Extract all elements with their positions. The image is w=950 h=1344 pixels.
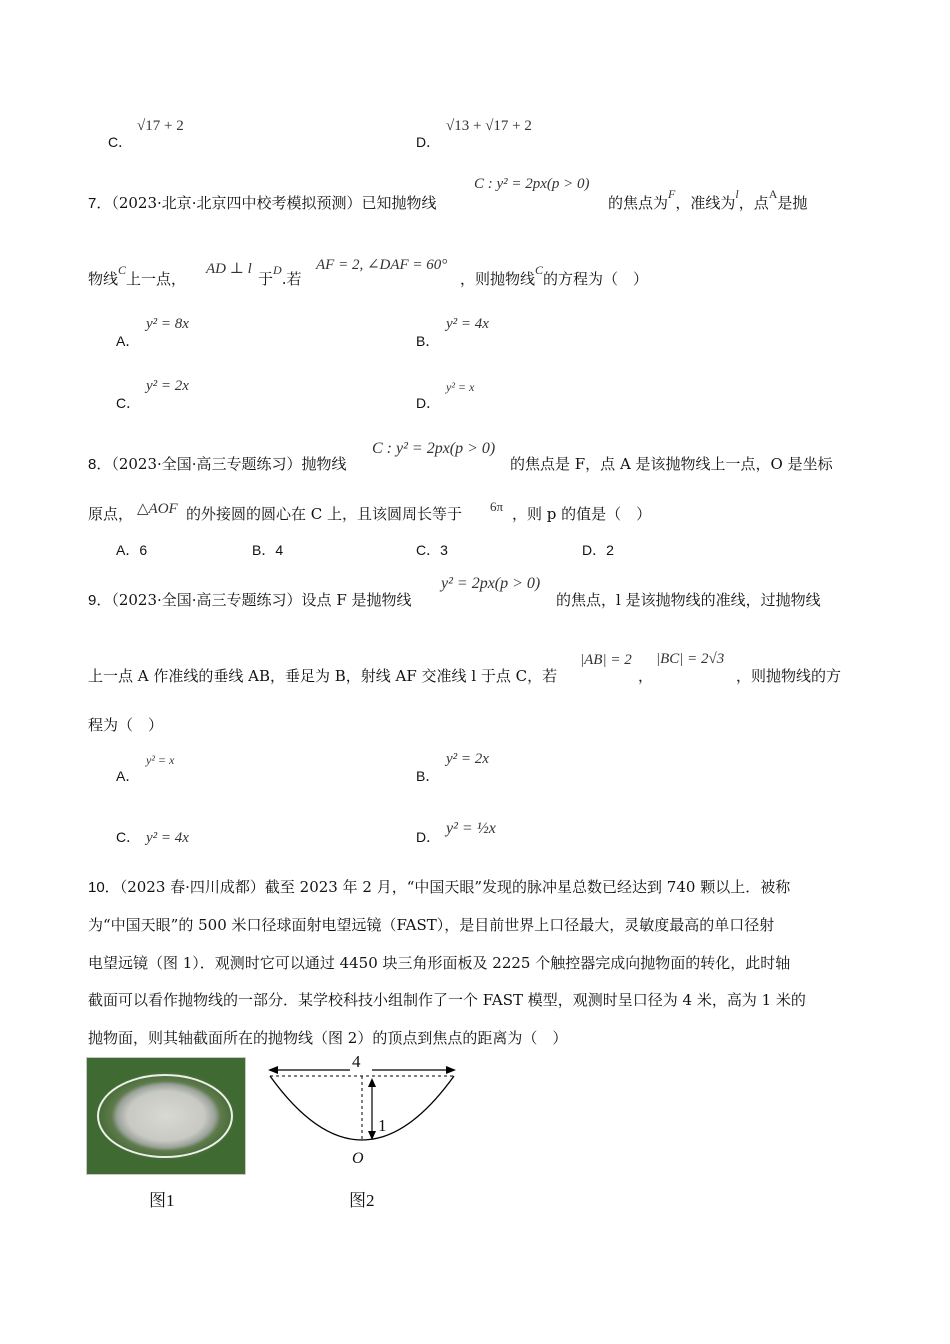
q9-bc: |BC| = 2√3 [656, 651, 725, 667]
q7-line2 [88, 263, 187, 289]
q6-option-d-label: D． [416, 134, 441, 150]
q8-source: （2023·全国·高三专题练习）抛物线 [111, 455, 347, 473]
q7-text-tail: 是抛 [777, 194, 808, 212]
q9-option-b-label: B． [416, 768, 440, 784]
q8-triangle: △AOF [137, 501, 178, 517]
q10-line5: 抛物面，则其轴截面所在的抛物线（图 2）的顶点到焦点的距离为（ ） [88, 1029, 568, 1047]
q7-l2c: 于 [258, 270, 274, 288]
q7-l: l [735, 187, 739, 201]
q8-number: 8． [88, 456, 112, 473]
q7-l2f: 的方程为（ ） [543, 270, 649, 288]
q7-C2: C [535, 263, 544, 277]
q7-text-directrix: ，准线为 [675, 194, 736, 212]
q10-line4: 截面可以看作抛物线的一部分．某学校科技小组制作了一个 FAST 模型，观测时呈口径为 4 米，高为 1 米的 [88, 991, 806, 1009]
q7-option-a-expr: y² = 8x [146, 316, 189, 332]
q8-six-pi: 6π [490, 499, 504, 514]
q7-line1 [88, 192, 437, 213]
q8-option-a: A．6 [116, 542, 148, 558]
q9-source: （2023·全国·高三专题练习）设点 F 是抛物线 [111, 591, 412, 609]
q8-line2 [88, 503, 133, 524]
width-arrow-left [268, 1066, 278, 1074]
q8-option-b: B．4 [252, 542, 284, 558]
q8-l2a: 原点， [88, 505, 134, 523]
q10-line3: 电望远镜（图 1）．观测时它可以通过 4450 块三角形面板及 2225 个触控器完成向抛物面的转化，此时轴 [88, 954, 791, 972]
q7-option-b-expr: y² = 4x [446, 316, 489, 332]
q7-C: C [118, 263, 127, 277]
q8-option-c: C．3 [416, 542, 448, 558]
q6-option-c-label: C． [108, 134, 133, 150]
fig2-caption: 图2 [349, 1191, 375, 1210]
q10-line2: 为“中国天眼”的 500 米口径球面射电望远镜（FAST），是目前世界上口径最大，灵敏度最高的单口径射 [88, 916, 775, 934]
q7-text-focus: 的焦点为 [608, 194, 669, 212]
q7-formula: C : y² = 2px(p > 0) [474, 176, 590, 192]
q9-option-b-expr: y² = 2x [446, 751, 489, 767]
q9-option-c-label: C． [116, 829, 141, 845]
q7-l2d: .若 [281, 270, 302, 288]
q7-A: A [768, 187, 778, 201]
q7-option-c-label: C． [116, 395, 141, 411]
q9-formula: y² = 2px(p > 0) [441, 575, 541, 592]
q9-option-a-label: A． [116, 768, 140, 784]
q8-option-d: D．2 [582, 542, 614, 558]
q7-option-d-label: D． [416, 395, 441, 411]
q7-number: 7． [88, 195, 112, 212]
q6-option-c-expr: √17 + 2 [137, 118, 184, 134]
q7-line1-tail [608, 187, 808, 213]
q8-formula: C : y² = 2px(p > 0) [372, 440, 496, 457]
vertex-label: O [352, 1150, 364, 1167]
q8-line2-tail: ，则 p 的值是（ ） [512, 505, 652, 523]
fig1-caption: 图1 [149, 1191, 175, 1210]
q7-line2-tail [460, 263, 649, 289]
q8-line1-tail: 的焦点是 F，点 A 是该抛物线上一点，O 是坐标 [510, 455, 833, 473]
q7-option-d-expr: y² = x [446, 380, 475, 394]
q10-line1-text: （2023 春·四川成都）截至 2023 年 2 月，“中国天眼”发现的脉冲星总数已经达到 740 颗以上．被称 [119, 878, 791, 896]
q9-option-d-expr: y² = ½x [446, 820, 496, 837]
height-arrow-top [368, 1078, 376, 1087]
q10-number: 10． [88, 879, 120, 896]
q9-line2-tail: ，则抛物线的方 [736, 667, 842, 685]
q9-line2: 上一点 A 作准线的垂线 AB，垂足为 B，射线 AF 交准线 l 于点 C，若 [88, 667, 558, 685]
q7-l2a: 物线 [88, 270, 119, 288]
q10-line1 [88, 876, 790, 897]
q7-F: F [668, 187, 676, 201]
q7-condition: AF = 2, ∠DAF = 60° [316, 257, 448, 273]
q6-option-d-expr: √13 + √17 + 2 [446, 118, 532, 134]
q9-comma: ， [638, 667, 654, 685]
q7-option-a-label: A． [116, 333, 140, 349]
height-label: 1 [378, 1116, 387, 1135]
q7-option-c-expr: y² = 2x [146, 378, 189, 394]
width-arrow-right [446, 1066, 456, 1074]
dish-rim [97, 1074, 233, 1158]
fast-telescope-photo [86, 1057, 246, 1175]
q7-line2-mid [258, 263, 302, 289]
width-label: 4 [352, 1052, 361, 1071]
q9-option-d-label: D． [416, 829, 441, 845]
q7-D: D [273, 263, 282, 277]
q9-option-a-expr: y² = x [146, 753, 175, 767]
q7-perp: AD ⊥ l [206, 261, 252, 277]
q7-option-b-label: B． [416, 333, 440, 349]
q9-option-c-expr: y² = 4x [146, 830, 189, 846]
q9-line1-tail: 的焦点，l 是该抛物线的准线，过抛物线 [556, 591, 821, 609]
q7-l2b: 上一点， [126, 270, 187, 288]
q7-source: （2023·北京·北京四中校考模拟预测）已知抛物线 [111, 194, 437, 212]
q7-text-point: ，点 [738, 194, 769, 212]
q8-line1 [88, 453, 347, 474]
q9-number: 9． [88, 592, 112, 609]
q9-line1 [88, 589, 412, 610]
q7-l2e: ，则抛物线 [460, 270, 536, 288]
q9-line3: 程为（ ） [88, 716, 164, 734]
q8-line2-mid: 的外接圆的圆心在 C 上，且该圆周长等于 [186, 505, 463, 523]
q9-ab: |AB| = 2 [580, 652, 632, 668]
